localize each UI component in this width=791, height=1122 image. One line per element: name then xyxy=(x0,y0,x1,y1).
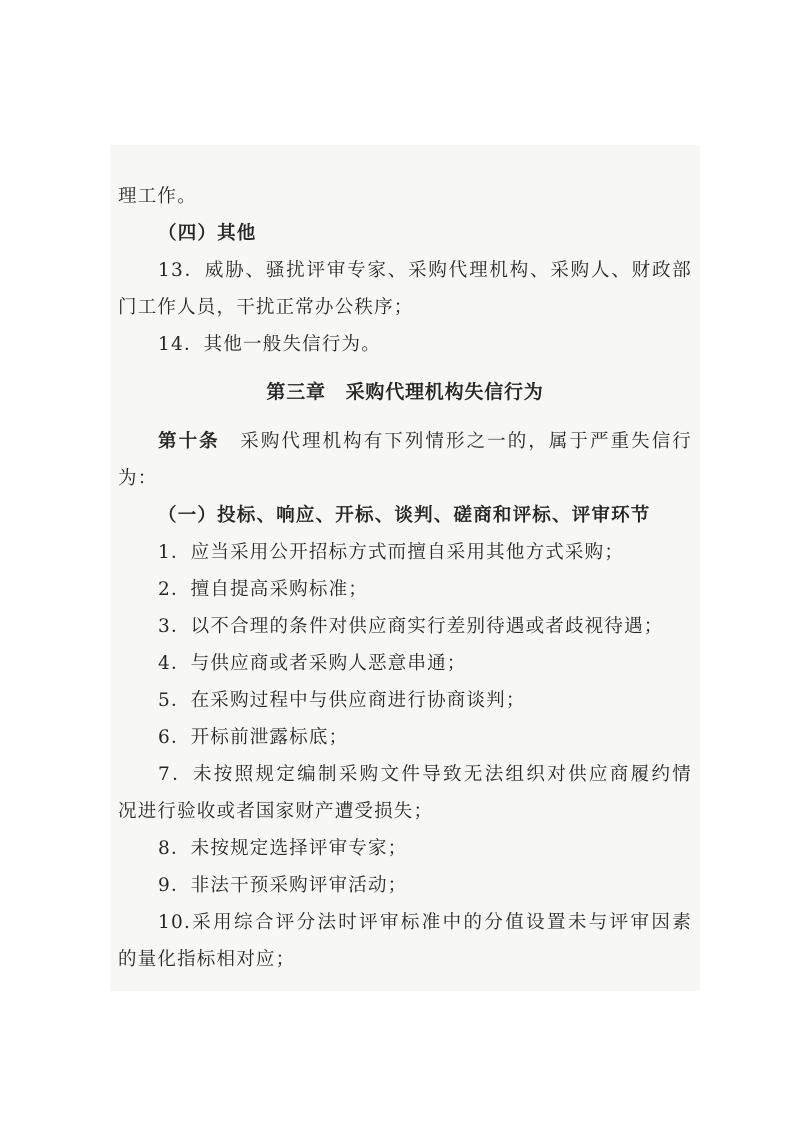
spacer xyxy=(118,411,692,423)
list-item: 5．在采购过程中与供应商进行协商谈判； xyxy=(158,690,526,711)
document-body xyxy=(118,178,692,978)
item-8: 8．未按规定选择评审专家； xyxy=(158,838,408,859)
item-13-line-1: 13．威胁、骚扰评审专家、采购代理机构、采购人、财政部 xyxy=(158,260,692,281)
article-10-label: 第十条 xyxy=(158,431,220,452)
continuation-text: 理工作。 xyxy=(118,186,197,207)
item-14: 14．其他一般失信行为。 xyxy=(158,334,381,355)
spacer xyxy=(118,363,692,374)
chapter-3-title: 第三章 采购代理机构失信行为 xyxy=(266,381,544,403)
item-7-line-2: 况进行验收或者国家财产遭受损失； xyxy=(118,801,434,822)
item-13-line-2: 门工作人员，干扰正常办公秩序； xyxy=(118,297,414,318)
list-item: 4．与供应商或者采购人恶意串通； xyxy=(158,653,467,674)
item-10-line-2: 的量化指标相对应； xyxy=(118,949,296,970)
article-10-line-1 xyxy=(118,423,692,460)
item-9: 9．非法干预采购评审活动； xyxy=(158,875,408,896)
article-10-text: 采购代理机构有下列情形之一的，属于严重失信行 xyxy=(219,431,692,452)
list-item: 2．擅自提高采购标准； xyxy=(158,579,368,600)
list-item: 1．应当采用公开招标方式而擅自采用其他方式采购； xyxy=(158,542,625,563)
item-10-line-1: 10.采用综合评分法时评审标准中的分值设置未与评审因素 xyxy=(158,912,692,933)
section-4-heading: （四）其他 xyxy=(158,223,257,244)
article-10-line-2: 为： xyxy=(118,468,158,489)
list-item: 3．以不合理的条件对供应商实行差别待遇或者歧视待遇； xyxy=(158,616,664,637)
list-item: 6．开标前泄露标底； xyxy=(158,727,349,748)
section-1-heading: （一）投标、响应、开标、谈判、磋商和评标、评审环节 xyxy=(158,505,651,526)
item-7-line-1: 7．未按照规定编制采购文件导致无法组织对供应商履约情 xyxy=(158,764,692,785)
